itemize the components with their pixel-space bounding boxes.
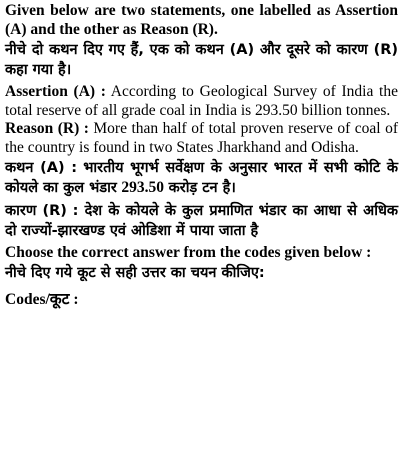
assertion-hindi-text-before: भारतीय भूगर्भ सर्वेक्षण के अनुसार भारत में सभी कोटि के कोयले का कुल भंडार <box>5 160 398 196</box>
assertion-hindi-label: कथन (A) : <box>5 160 78 176</box>
reason-text: More than half of total proven reserve of coal of the country is found in two States Jharkhand and Odisha. <box>5 120 399 156</box>
assertion-hindi-text-after: करोड़ टन है। <box>168 180 236 196</box>
question-container <box>5 2 398 309</box>
reason-hindi-text: : देश के कोयले के कुल प्रमाणित भंडार का आधा से अधिक दो राज्यों-झारखण्ड एवं ओडिशा में पाया जाता है <box>5 203 399 239</box>
reason-hindi-label: कारण (R) <box>5 203 67 219</box>
codes-label: Codes/कूट : <box>5 290 79 308</box>
intro-english: Given below are two statements, one labelled as Assertion (A) and the other as Reason (R). <box>5 2 398 38</box>
assertion-hindi <box>5 158 398 198</box>
assertion-hindi-number: 293.50 <box>121 179 165 196</box>
assertion-label: Assertion (A) : <box>5 83 106 100</box>
instruction-english: Choose the correct answer from the codes given below : <box>5 244 372 261</box>
instruction-hindi: नीचे दिए गये कूट से सही उत्तर का चयन कीजिए: <box>5 264 265 281</box>
reason-hindi <box>5 201 398 241</box>
assertion-english <box>5 83 398 120</box>
reason-label: Reason (R) : <box>5 120 89 137</box>
reason-english <box>5 120 398 157</box>
intro-hindi: नीचे दो कथन दिए गए हैं, एक को कथन (A) और दूसरे को कारण (R) कहा गया है। <box>5 42 398 78</box>
assertion-text: According to Geological Survey of India the total reserve of all grade coal in India is 293.50 billion tonnes. <box>5 83 398 119</box>
